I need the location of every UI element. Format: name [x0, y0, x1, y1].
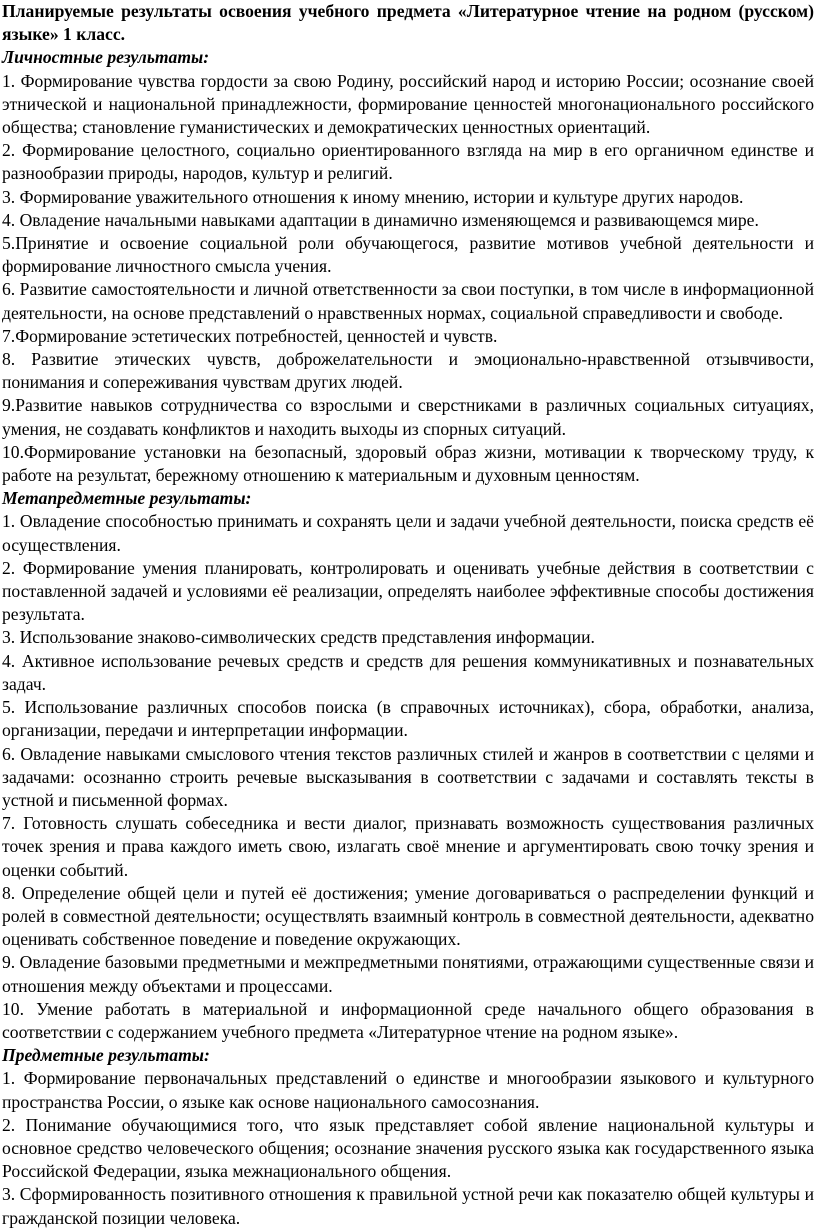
list-item: 4. Овладение начальными навыками адаптации в динамично изменяющемся и развивающемся мире. — [2, 209, 759, 230]
list-item: 4. Активное использование речевых средств и средств для решения коммуникативных и познавательных задач. — [2, 650, 814, 694]
list-item: 8. Определение общей цели и путей её достижения; умение договариваться о распределении функций и ролей в совместной деятельности; осуществлять взаимный контроль в совместной деятельности, адекватно оценивать собственное поведение и поведение окружающих. — [2, 882, 814, 950]
list-item: 3. Сформированность позитивного отношения к правильной устной речи как показателю общей культуры и гражданской позиции человека. — [2, 1184, 814, 1228]
section-personal — [2, 46, 814, 487]
list-item: 3. Формирование уважительного отношения к иному мнению, истории и культуре других народов. — [2, 186, 744, 207]
section-heading-personal: Личностные результаты: — [2, 47, 210, 68]
document-title: Планируемые результаты освоения учебного предмета «Литературное чтение на родном (русском) языке» 1 класс. — [2, 1, 814, 45]
list-item: 3. Использование знаково-символических средств представления информации. — [2, 627, 595, 648]
list-item: 2. Формирование умения планировать, контролировать и оценивать учебные действия в соответствии с поставленной задачей и условиями её реализации, определять наиболее эффективные способы достижения результата. — [2, 557, 814, 625]
list-item: 6. Овладение навыками смыслового чтения текстов различных стилей и жанров в соответствии с целями и задачами: осознанно строить речевые высказывания в соответствии с задачами и составлять тексты в устной и письменной формах. — [2, 743, 814, 810]
list-item: 7. Готовность слушать собеседника и вести диалог, признавать возможность существования различных точек зрения и права каждого иметь свою, излагать своё мнение и аргументировать свою точку зрения и оценки событий. — [2, 813, 814, 880]
list-item: 5.Принятие и освоение социальной роли обучающегося, развитие мотивов учебной деятельности и формирование личностного смысла учения. — [2, 233, 814, 277]
list-item: 10. Умение работать в материальной и информационной среде начального общего образования в соответствии с содержанием учебного предмета «Литературное чтение на родном языке». — [2, 998, 814, 1042]
section-metasubject — [2, 487, 814, 1044]
section-heading-metasubject: Метапредметные результаты: — [2, 488, 252, 509]
list-item: 1. Овладение способностью принимать и сохранять цели и задачи учебной деятельности, поиска средств её осуществления. — [2, 511, 814, 555]
section-subject — [2, 1044, 814, 1230]
list-item: 8. Развитие этических чувств, доброжелательности и эмоционально-нравственной отзывчивости, понимания и сопереживания чувствам других людей. — [2, 349, 814, 393]
section-heading-subject: Предметные результаты: — [2, 1045, 210, 1066]
list-item: 7.Формирование эстетических потребностей, ценностей и чувств. — [2, 325, 498, 346]
list-item: 10.Формирование установки на безопасный, здоровый образ жизни, мотивации к творческому труду, к работе на результат, бережному отношению к материальным и духовным ценностям. — [2, 441, 814, 486]
list-item: 1. Формирование чувства гордости за свою Родину, российский народ и историю России; осознание своей этнической и национальной принадлежности, формирование ценностей многонационального российского общества; становление гуманистических и демократических ценностных ориентаций. — [2, 70, 814, 138]
list-item: 2. Понимание обучающимися того, что язык представляет собой явление национальной культуры и основное средство человеческого общения; осознание значения русского языка как государственного языка Российской Федерации, языка межнационального общения. — [2, 1114, 814, 1182]
list-item: 2. Формирование целостного, социально ориентированного взгляда на мир в его органичном единстве и разнообразии природы, народов, культур и религий. — [2, 140, 814, 184]
list-item: 1. Формирование первоначальных представлений о единстве и многообразии языкового и культурного пространства России, о языке как основе национального самосознания. — [2, 1068, 814, 1112]
list-item: 9. Овладение базовыми предметными и межпредметными понятиями, отражающими существенные связи и отношения между объектами и процессами. — [2, 952, 814, 996]
list-item: 6. Развитие самостоятельности и личной ответственности за свои поступки, в том числе в информационной деятельности, на основе представлений о нравственных нормах, социальной справедливости и свободе. — [2, 279, 814, 323]
list-item: 5. Использование различных способов поиска (в справочных источниках), сбора, обработки, анализа, организации, передачи и интерпретации информации. — [2, 697, 814, 741]
list-item: 9.Развитие навыков сотрудничества со взрослыми и сверстниками в различных социальных ситуациях, умения, не создавать конфликтов и находить выходы из спорных ситуаций. — [2, 395, 814, 439]
